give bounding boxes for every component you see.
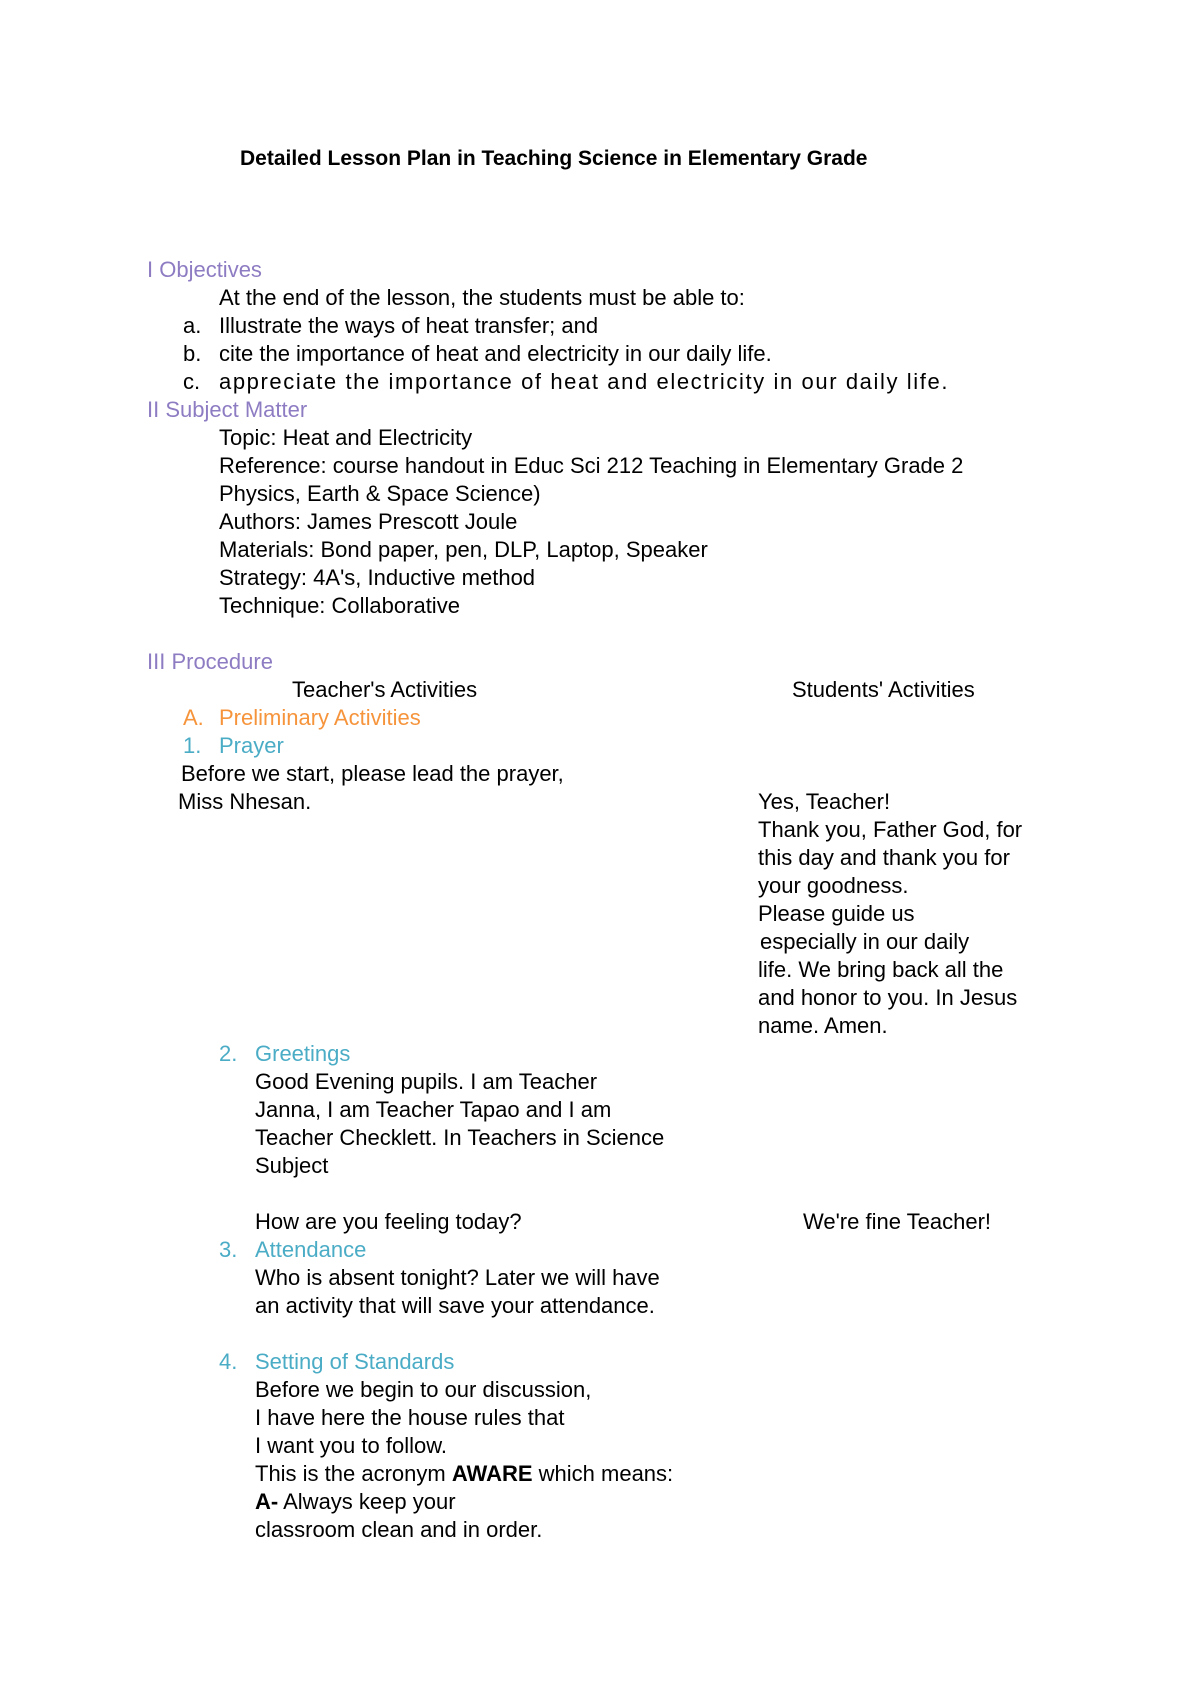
subject-technique: Technique: Collaborative: [219, 593, 460, 618]
prayer-student-line: especially in our daily: [760, 929, 970, 954]
greetings-teacher-line: Subject: [255, 1153, 329, 1178]
rule-a-line: [255, 1489, 456, 1515]
prayer-teacher-line: Miss Nhesan.: [178, 789, 312, 814]
standards-marker: 4.: [219, 1349, 238, 1374]
attendance-teacher-line: Who is absent tonight? Later we will have: [255, 1265, 660, 1290]
preliminary-marker: A.: [183, 705, 204, 730]
attendance-marker: 3.: [219, 1237, 238, 1262]
subject-authors: Authors: James Prescott Joule: [219, 509, 518, 534]
greetings-student-reply: We're fine Teacher!: [803, 1209, 992, 1234]
subject-reference-line2: Physics, Earth & Space Science): [219, 481, 541, 506]
greetings-teacher-line: Good Evening pupils. I am Teacher: [255, 1069, 598, 1094]
prayer-student-line: your goodness.: [758, 873, 909, 898]
prayer-teacher-line: Before we start, please lead the prayer,: [181, 761, 564, 786]
rule-a-letter: A-: [255, 1489, 279, 1514]
prayer-heading: Prayer: [219, 733, 284, 758]
prayer-student-line: this day and thank you for: [758, 845, 1010, 870]
prayer-student-line: name. Amen.: [758, 1013, 888, 1038]
objective-item-b: cite the importance of heat and electricity in our daily life.: [219, 341, 772, 366]
standards-heading: Setting of Standards: [255, 1349, 455, 1374]
objectives-intro: At the end of the lesson, the students must be able to:: [219, 285, 745, 310]
prayer-student-line: Please guide us: [758, 901, 915, 926]
prayer-student-line: Yes, Teacher!: [758, 789, 891, 814]
objectives-heading: I Objectives: [147, 257, 262, 282]
subject-reference-line1: Reference: course handout in Educ Sci 212 Teaching in Elementary Grade 2: [219, 453, 964, 478]
subject-strategy: Strategy: 4A's, Inductive method: [219, 565, 536, 590]
subject-matter-heading: II Subject Matter: [147, 397, 308, 422]
greetings-marker: 2.: [219, 1041, 238, 1066]
prayer-student-line: and honor to you. In Jesus: [758, 985, 1018, 1010]
prayer-student-line: life. We bring back all the: [758, 957, 1004, 982]
prayer-marker: 1.: [183, 733, 202, 758]
standards-teacher-line: I have here the house rules that: [255, 1405, 565, 1430]
objective-item-a: Illustrate the ways of heat transfer; and: [219, 313, 599, 338]
greetings-heading: Greetings: [255, 1041, 351, 1066]
objective-item-c: appreciate the importance of heat and electricity in our daily life.: [219, 369, 950, 394]
prayer-student-line: Thank you, Father God, for: [758, 817, 1023, 842]
greetings-teacher-line: Teacher Checklett. In Teachers in Science: [255, 1125, 665, 1150]
procedure-heading: III Procedure: [147, 649, 273, 674]
objective-marker-a: a.: [183, 313, 202, 338]
subject-materials: Materials: Bond paper, pen, DLP, Laptop, Speaker: [219, 537, 708, 562]
objective-marker-b: b.: [183, 341, 202, 366]
attendance-heading: Attendance: [255, 1237, 367, 1262]
rule-a-continued: classroom clean and in order.: [255, 1517, 543, 1542]
acronym-line: [255, 1461, 673, 1487]
acronym-suffix: which means:: [532, 1461, 674, 1486]
document-title: Detailed Lesson Plan in Teaching Science in Elementary Grade: [240, 147, 868, 170]
acronym-word: AWARE: [451, 1461, 533, 1486]
greetings-question: How are you feeling today?: [255, 1209, 522, 1234]
acronym-prefix: This is the acronym: [255, 1461, 452, 1486]
standards-teacher-line: I want you to follow.: [255, 1433, 447, 1458]
objective-marker-c: c.: [183, 369, 201, 394]
attendance-teacher-line: an activity that will save your attendance.: [255, 1293, 655, 1318]
teacher-activities-header: Teacher's Activities: [292, 677, 478, 702]
rule-a-text: Always keep your: [278, 1489, 456, 1514]
greetings-teacher-line: Janna, I am Teacher Tapao and I am: [255, 1097, 612, 1122]
subject-topic: Topic: Heat and Electricity: [219, 425, 473, 450]
student-activities-header: Students' Activities: [792, 677, 975, 702]
standards-teacher-line: Before we begin to our discussion,: [255, 1377, 592, 1402]
preliminary-activities-heading: Preliminary Activities: [219, 705, 421, 730]
